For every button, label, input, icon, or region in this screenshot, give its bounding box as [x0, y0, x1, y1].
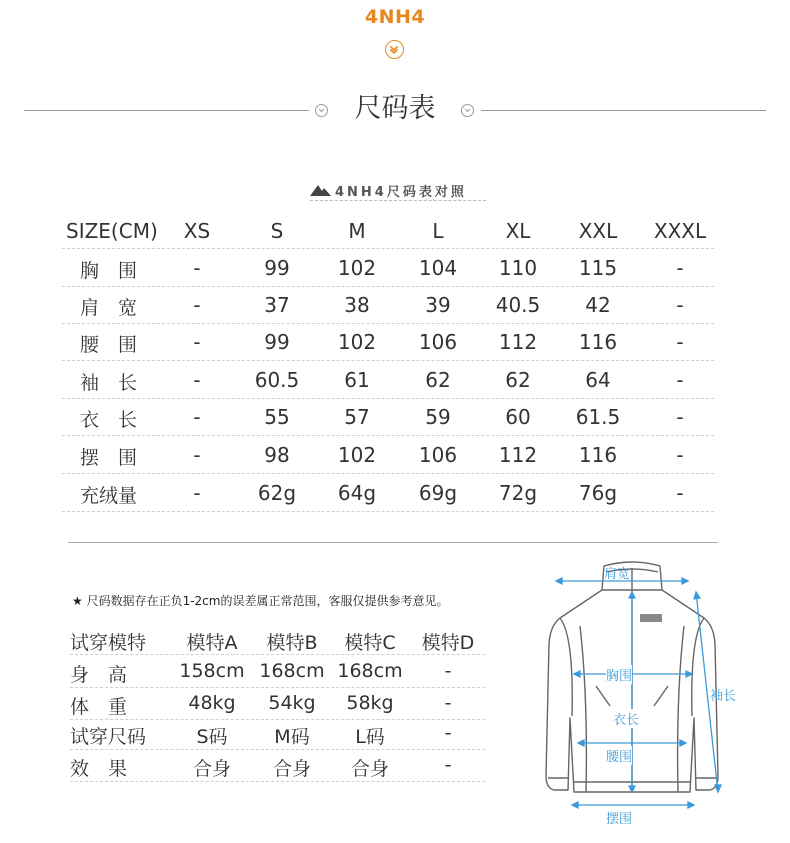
size-table-cell: - — [193, 330, 201, 354]
size-table-cell: - — [676, 256, 684, 280]
model-table-cell: 合身 — [350, 758, 389, 780]
row-divider — [62, 360, 714, 361]
size-row-label: 腰 围 — [80, 334, 138, 356]
model-header-cell: 模特D — [421, 632, 475, 654]
size-header-cell: SIZE(CM) — [66, 219, 158, 243]
size-table-cell: 64 — [585, 368, 611, 392]
row-divider — [62, 248, 714, 249]
row-divider — [62, 398, 714, 399]
size-table-cell: - — [676, 330, 684, 354]
row-divider — [62, 435, 714, 436]
size-table-cell: 112 — [498, 443, 538, 467]
model-row-label: 身 高 — [70, 664, 128, 686]
size-table-cell: 116 — [578, 443, 618, 467]
model-table-cell: 168cm — [259, 660, 325, 682]
size-table-cell: 112 — [498, 330, 538, 354]
title-rule-right — [481, 110, 766, 111]
mountain-icon — [310, 183, 332, 197]
model-table-cell: - — [444, 692, 452, 714]
model-header-label: 试穿模特 — [70, 632, 147, 654]
row-divider — [62, 323, 714, 324]
model-table-cell: M码 — [274, 726, 310, 748]
sleeve-length-label: 袖长 — [710, 689, 737, 704]
size-table-cell: 99 — [264, 330, 290, 354]
model-row-label: 试穿尺码 — [70, 726, 147, 748]
model-table-cell: 48kg — [188, 692, 236, 714]
size-table-cell: 98 — [264, 443, 290, 467]
model-table-cell: - — [444, 754, 452, 776]
model-header-cell: 模特A — [186, 632, 238, 654]
size-table-cell: 62 — [505, 368, 531, 392]
size-table-cell: 60.5 — [254, 368, 300, 392]
model-header-cell: 模特B — [266, 632, 318, 654]
size-header-cell: XL — [505, 219, 531, 243]
row-divider — [70, 687, 485, 688]
shoulder-width-label: 肩宽 — [604, 567, 631, 582]
size-table-cell: - — [193, 293, 201, 317]
size-table-cell: 61.5 — [575, 405, 621, 429]
model-table-cell: S码 — [196, 726, 228, 748]
brand-name: 4NH4 — [364, 6, 426, 28]
hem-label: 摆围 — [606, 812, 633, 827]
size-table-cell: - — [193, 443, 201, 467]
model-table-cell: 168cm — [337, 660, 403, 682]
row-divider — [62, 511, 714, 512]
chevron-down-icon — [461, 104, 474, 117]
size-table-cell: 102 — [337, 443, 377, 467]
size-chart-subtitle: 4NH4尺码表对照 — [335, 185, 467, 200]
model-row-label: 体 重 — [70, 696, 128, 718]
size-disclaimer-note: ★ 尺码数据存在正负1-2cm的误差属正常范围，客服仅提供参考意见。 — [72, 594, 449, 608]
size-table-cell: - — [193, 405, 201, 429]
size-table-cell: 115 — [578, 256, 618, 280]
size-table-cell: - — [193, 256, 201, 280]
size-row-label: 充绒量 — [80, 485, 138, 507]
size-table-cell: - — [193, 481, 201, 505]
size-table-cell: 76g — [578, 481, 618, 505]
size-table-cell: 69g — [418, 481, 458, 505]
size-header-cell: M — [348, 219, 366, 243]
section-divider — [68, 542, 718, 543]
size-table-cell: 106 — [418, 443, 458, 467]
size-table-cell: 39 — [425, 293, 451, 317]
size-row-label: 摆 围 — [80, 447, 138, 469]
size-table-cell: - — [676, 405, 684, 429]
size-table-cell: 62 — [425, 368, 451, 392]
model-table-cell: 58kg — [346, 692, 394, 714]
model-table-cell: - — [444, 722, 452, 744]
size-table-cell: 116 — [578, 330, 618, 354]
size-header-cell: XXXL — [653, 219, 707, 243]
row-divider — [70, 654, 485, 655]
subtitle-underline — [310, 200, 486, 201]
model-table-cell: L码 — [355, 726, 385, 748]
row-divider — [70, 719, 485, 720]
model-table-cell: 54kg — [268, 692, 316, 714]
model-table-cell: 158cm — [179, 660, 245, 682]
row-divider — [62, 473, 714, 474]
size-table-cell: 60 — [505, 405, 531, 429]
size-table-cell: 55 — [264, 405, 290, 429]
model-row-label: 效 果 — [70, 758, 128, 780]
chevron-down-icon — [385, 40, 404, 59]
size-header-cell: S — [270, 219, 284, 243]
size-table-cell: 110 — [498, 256, 538, 280]
size-row-label: 胸 围 — [80, 260, 138, 282]
size-table-cell: 61 — [344, 368, 370, 392]
size-row-label: 肩 宽 — [80, 297, 138, 319]
waist-label: 腰围 — [606, 746, 632, 765]
model-table-cell: 合身 — [272, 758, 311, 780]
model-table-cell: 合身 — [192, 758, 231, 780]
size-table-cell: 72g — [498, 481, 538, 505]
size-table-cell: 99 — [264, 256, 290, 280]
size-header-cell: L — [432, 219, 444, 243]
size-row-label: 袖 长 — [80, 372, 138, 394]
size-row-label: 衣 长 — [80, 409, 138, 431]
size-table-cell: 64g — [337, 481, 377, 505]
size-table-cell: - — [193, 368, 201, 392]
page-title: 尺码表 — [354, 93, 436, 124]
size-table-cell: 37 — [264, 293, 290, 317]
size-header-cell: XS — [183, 219, 211, 243]
size-table-cell: 106 — [418, 330, 458, 354]
model-header-cell: 模特C — [344, 632, 396, 654]
size-table-cell: - — [676, 368, 684, 392]
size-header-cell: XXL — [578, 219, 618, 243]
size-table-cell: 62g — [257, 481, 297, 505]
size-table-cell: - — [676, 293, 684, 317]
size-table-cell: 102 — [337, 330, 377, 354]
size-table-cell: 42 — [585, 293, 611, 317]
size-table-cell: - — [676, 443, 684, 467]
model-table-cell: - — [444, 660, 452, 682]
size-table-cell: 40.5 — [495, 293, 541, 317]
size-table-cell: - — [676, 481, 684, 505]
row-divider — [62, 286, 714, 287]
size-table-cell: 104 — [418, 256, 458, 280]
chest-label: 胸围 — [606, 665, 632, 684]
size-table-cell: 102 — [337, 256, 377, 280]
size-table-cell: 38 — [344, 293, 370, 317]
logo-icon — [640, 614, 662, 622]
size-table-cell: 59 — [425, 405, 451, 429]
row-divider — [70, 749, 485, 750]
row-divider — [70, 781, 485, 782]
size-table-cell: 57 — [344, 405, 370, 429]
length-label: 衣长 — [613, 709, 639, 728]
